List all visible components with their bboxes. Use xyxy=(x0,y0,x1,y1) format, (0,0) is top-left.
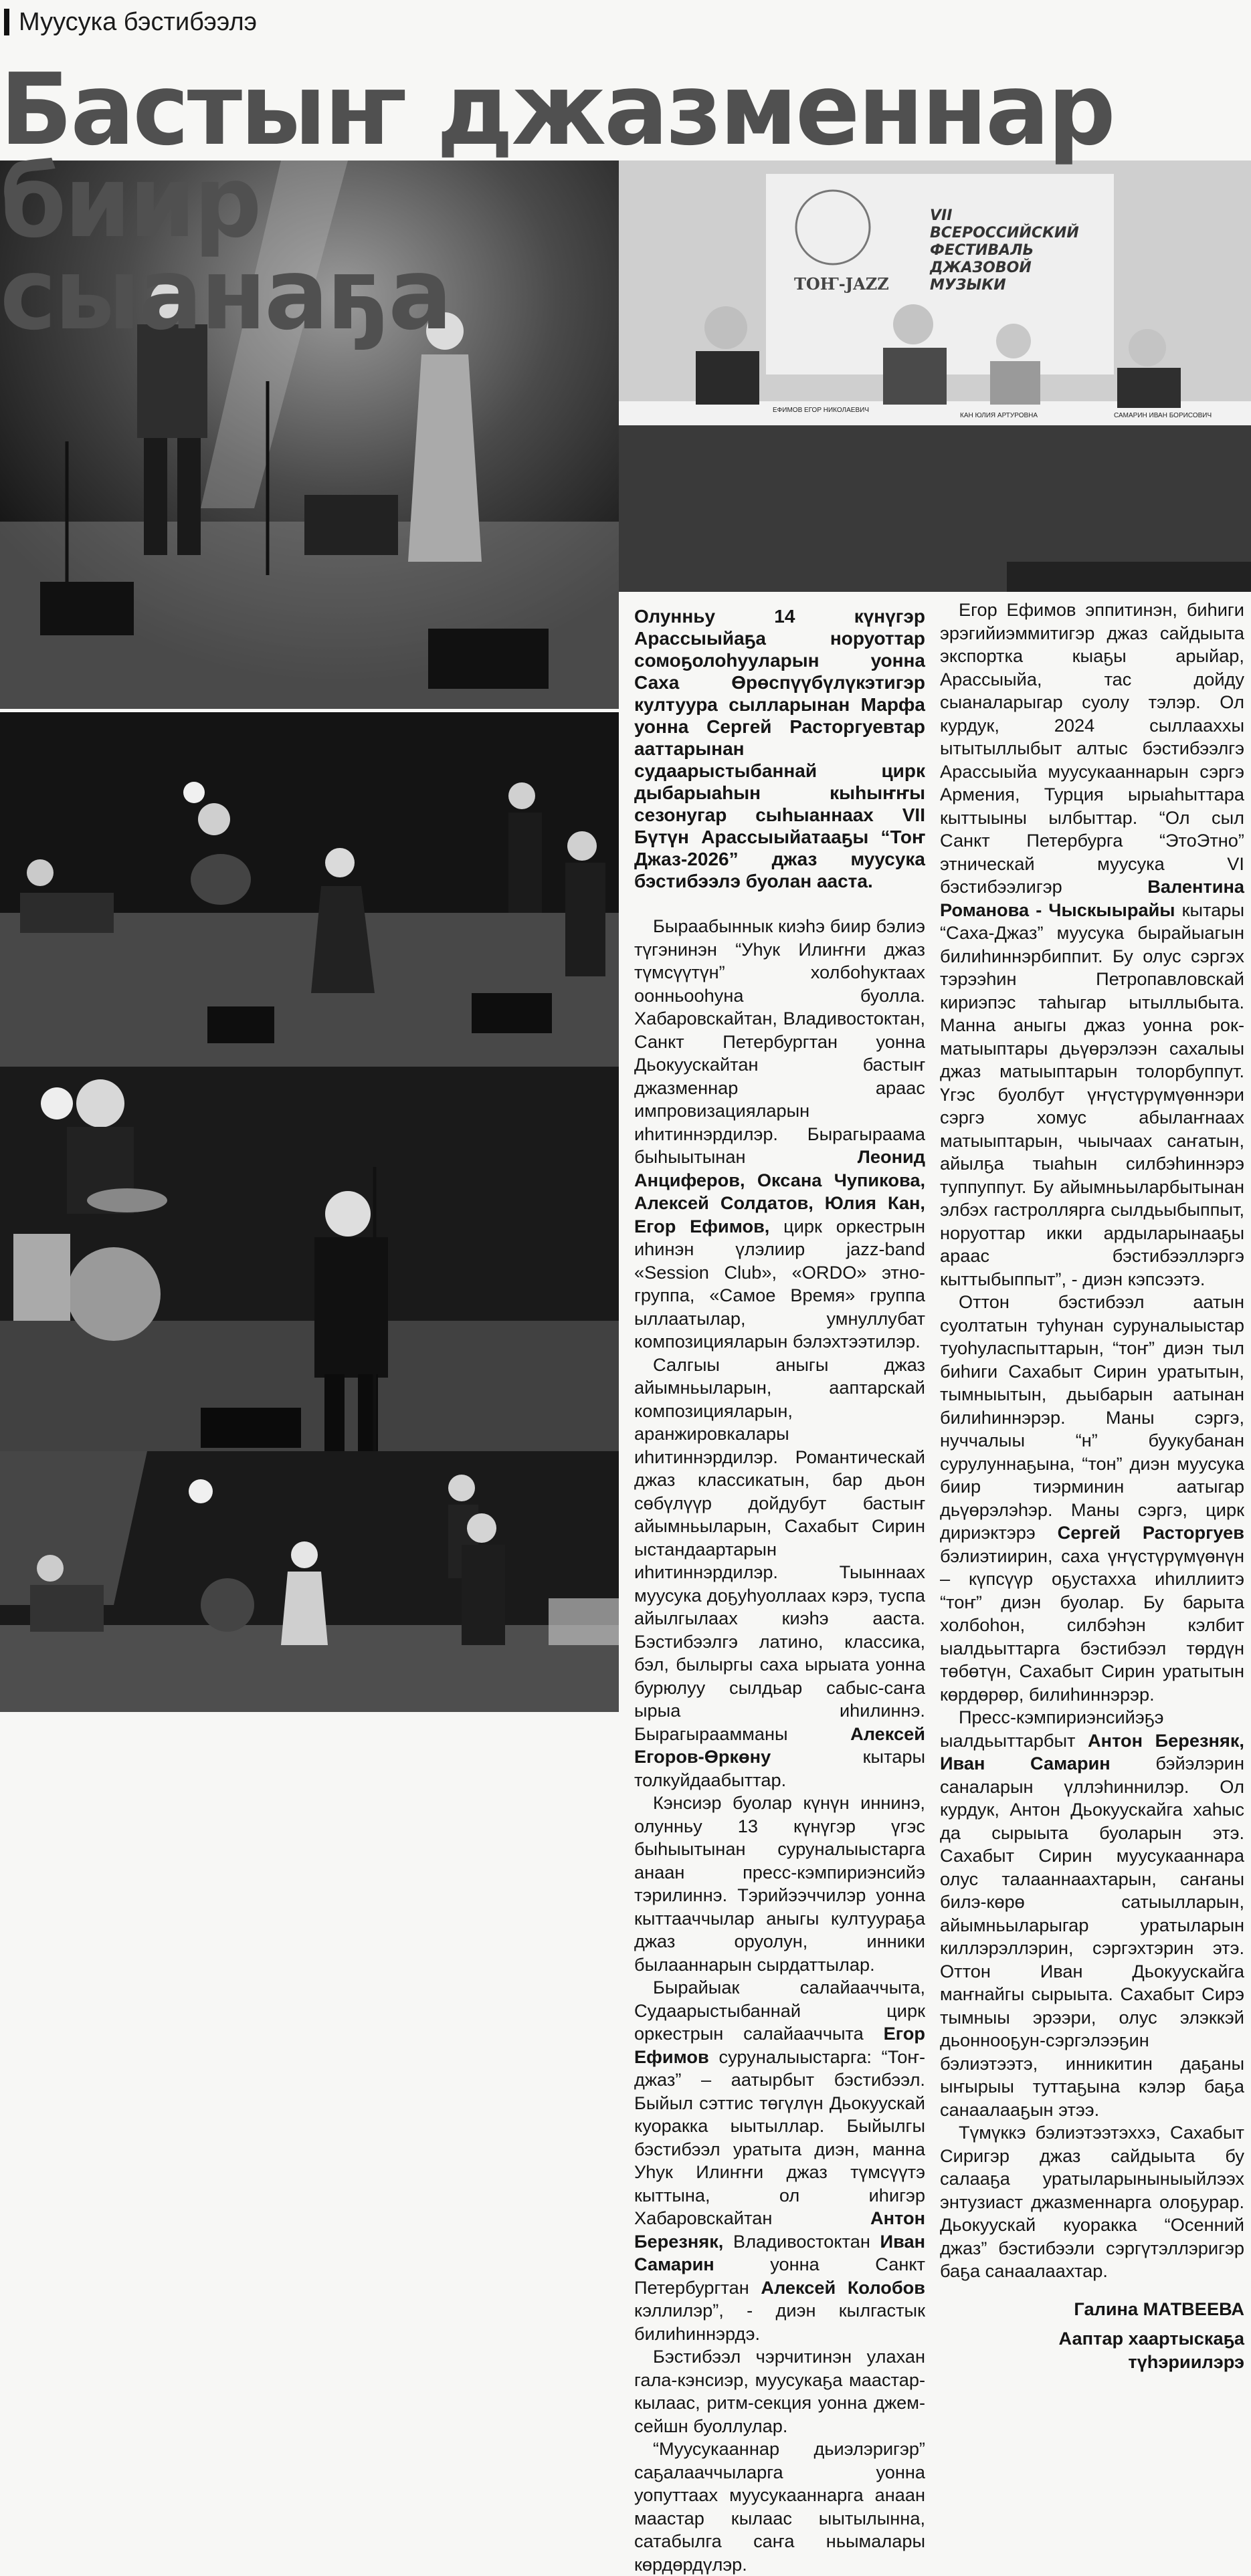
author-signature: Галина МАТВЕЕВА xyxy=(1074,2298,1244,2319)
photo-ensemble xyxy=(0,1451,619,1712)
p7-name: Валентина Романова - Чыскыырайы xyxy=(940,876,1244,920)
p9-text-a: Пресс-кэмпириэнсийэҕэ ыалдьыттарбыт xyxy=(940,1707,1164,1751)
paragraph-5: Бэстибээл чэрчитинэн улахан гала-кэнсиэр, муусукаҕа маастар-кылаас, ритм-секция уонна джем-сейшн буоллулар. xyxy=(634,2346,925,2436)
article-column-1 xyxy=(634,605,925,2576)
section-rubric xyxy=(4,3,257,41)
p4-name-1: Егор Ефимов xyxy=(634,2023,925,2067)
photo-ensemble-image xyxy=(0,1451,619,1712)
p4-text-a: Бырайыак салайааччыта, Судаарыстыбаннай цирк оркестрын салайааччыта xyxy=(634,1977,925,2044)
p2-text-b: кытары толкуйдаабыттар. xyxy=(634,1746,925,1790)
article-column-2 xyxy=(940,599,1244,2373)
p2-name: Алексей Егоров-Өркөну xyxy=(634,1723,925,1767)
headline xyxy=(0,52,1195,352)
p8-text-a: Оттон бэстибээл аатын суолтатын туһунан суруналыыстар туоһуласпыттарын, “тоҥ” диэн тыл биһиги Сахабыт Сирин уратытын, тымныытын, дьыбарын аатынан билиһиннэрэр. Маны сэргэ, нуччалыы “н” буукубанан сурулуннаҕына, “тон” диэн муусука биир тиэрминин аатыгар дьүөрэлэһэр. Маны сэргэ, цирк дириэктэрэ xyxy=(940,1291,1244,1543)
paragraph-3: Кэнсиэр буолар күнүн иннинэ, олунньу 13 күнүгэр үгэс быһыытынан суруналыыстарга анаан пресс-кэмпириэнсийэ тэрилиннэ. Тэрийээччилэр уонна кыттааччылар аныгы култуураҕа джаз оруолун, инники былааннарын сырдаттылар. xyxy=(634,1792,925,1975)
p4-name-2: Антон Березняк, xyxy=(634,2208,925,2252)
nameplate-3: САМАРИН ИВАН БОРИСОВИЧ xyxy=(1114,412,1212,419)
p2-text-a: Салгыы аныгы джаз айымньыларын, ааптарскай композицияларын, аранжировкалары иһитиннэрдилэр. Романтическай джаз классикатын, бар дьон сөбүлүүр дойдубут бастыҥ айымньыларын, Сахабыт Сирин ыстандаартарын иһитиннэрдилэр. Тыыннаах муусука доҕуһуоллаах кэрэ, туспа айылгылаах киэһэ ааста. Бэстибээлгэ латино, классика, бэл, былыргы саха ырыата уонна бурюлуу сылдьар сабыс-саҥа ырыа иһилиннэ. Бырагыраамманы xyxy=(634,1354,925,1744)
p4-text-c: Владивостоктан xyxy=(723,2230,880,2252)
photo-credit: Ааптар хаартыскаҕа түһэриилэрэ xyxy=(1058,2328,1244,2372)
screen-line-3: ФЕСТИВАЛЬ xyxy=(930,242,1034,259)
p4-name-4: Алексей Колобов xyxy=(761,2276,925,2298)
article-lead: Олунньу 14 күнүгэр Арассыыйаҕа норуоттар сомоҕолоһууларын уонна Саха Өрөспүүбүлүкэтигэр култуура сылларынан Марфа уонна Сергей Расторгуевтар ааттарынан судаарыстыбаннай цирк дыбарыаһын кыһыҥҥы сезонугар сыһыаннаах VII Бүтүн Арассыыйатааҕы “Тоҥ Джаз-2026” джаз муусука бэстибээлэ буолан ааста. xyxy=(634,606,925,891)
paragraph-4 xyxy=(634,1976,925,2345)
section-label: Муусука бэстибээлэ xyxy=(19,7,258,36)
paragraph-2 xyxy=(634,1354,925,1792)
paragraph-10: Түмүккэ бэлиэтээтэххэ, Сахабыт Сиригэр джаз сайдыыта бу салааҕа уратыларыныныыйлээх энтузиаст джазменнарга олоҕурар. Дьокуускай куоракка “Осенний джаз” бэстибээли сэргүтэллэригэр баҕа санаалаахтар. xyxy=(940,2122,1244,2281)
p1-text-b: цирк оркестрын иһинэн үлэлиир jazz-band «Session Club», «ORDO» этно-группа, «Самое Время» группа ыллаатылар, умнуллубат композицияларын бэлэхтээтилэр. xyxy=(634,1215,925,1352)
screen-line-5: МУЗЫКИ xyxy=(930,277,1006,294)
p9-names: Антон Березняк, Иван Самарин xyxy=(940,1729,1244,1774)
p4-text-d: уонна Санкт Петербургтан xyxy=(634,2254,925,2298)
rubric-bar xyxy=(4,9,9,35)
paragraph-6: “Муусукааннар дьиэлэригэр” саҕалааччыларга уонна уопуттаах муусукааннарга анаан маастар кылаас ыытылынна, сатабылга саҥа ньымалары көрдөрдүлэр. xyxy=(634,2438,925,2575)
paragraph-7 xyxy=(940,599,1244,1291)
screen-line-4: ДЖАЗОВОЙ xyxy=(930,259,1032,276)
headline-line-2: сыанаҕа xyxy=(0,237,451,352)
paragraph-8 xyxy=(940,1291,1244,1706)
p4-name-3: Иван Самарин xyxy=(634,2230,925,2274)
nameplate-1: ЕФИМОВ ЕГОР НИКОЛАЕВИЧ xyxy=(773,407,869,414)
photo-band-stage xyxy=(0,712,619,1067)
p1-text-a: Быраабыннык киэһэ биир бэлиэ түгэнинэн “Уһук Илиҥҥи джаз түмсүүтүн” холбоһуктаах оонньооһуна буолла. Хабаровскайтан, Владивостоктан, Санкт Петербургтан уонна Дьокуускайтан бастыҥ джазменнар араас импровизацияларын иһитиннэрдилэр. Бырагыраама быһыытынан xyxy=(634,916,925,1167)
p4-text-e: кэллилэр”, - диэн кылгастык билиһиннэрдэ. xyxy=(634,2300,925,2344)
paragraph-9 xyxy=(940,1706,1244,2121)
nameplate-2: КАН ЮЛИЯ АРТУРОВНА xyxy=(960,412,1038,419)
photo-singer-drummer xyxy=(0,1067,619,1451)
p8-name: Сергей Расторгуев xyxy=(1057,1522,1244,1543)
headline-line-1: Бастыҥ джазменнар биир xyxy=(0,52,1114,259)
p9-text-b: бэйэлэрин саналарын үллэһиннилэр. Ол курдук, Антон Дьокуускайга хаһыс да сырыыта буоларын этэ. Сахабыт Сирин муусукааннара олус талааннаахтарын, саҥаны билэ-көрө сатыылларын, айымньыларыгар уратыларын киллэрэллэрин, сэргэхтэрин этэ. Оттон Иван Дьокуускайга маҥнайгы сырыыта. Сахабыт Сирэ тымныы эрээри, олус элэккэй дьоннооҕун-сэргэлээҕин бэлиэтээтэ, инникитин даҕаны ыҥырыы туттаҕына кэлэр баҕа санаалааҕын этээ. xyxy=(940,1753,1244,2120)
p7-text-a: Егор Ефимов эппитинэн, биһиги эрэгийиэммитигэр джаз сайдыыта экспортка кыаҕы арыйар, Арассыыйа, тас дойду сыаналарыгар суолу тэлэр. Ол курдук, 2024 сыллааххы ытытыллыбыт алтыс бэстибээлгэ Арассыыйа муусукааннарын сэргэ Армения, Турция ырыаһыттара кыттыыны ылбыттар. “Ол сыл Санкт Петербурга “ЭтоЭтно” этническай муусука VI бэстибээлигэр xyxy=(940,599,1244,897)
photo-band-stage-image xyxy=(0,712,619,1067)
p4-text-b: суруналыыстарга: “Тоҥ-джаз” – аатырбыт бэстибээл. Быйыл сэттис төгүлүн Дьокуускай куоракка ыытыллар. Быйылгы бэстибээл уратыта диэн, манна Уһук Илиҥҥи джаз түмсүүтэ кыттына, ол иһигэр Хабаровскайтан xyxy=(634,2046,925,2228)
screen-line-1: VII xyxy=(930,207,953,224)
p7-text-b: кытары “Саха-Джаз” муусука бырайыагын билиһиннэрбиппит. Бу олус сэргэх тэрээһин Петропавловскай кириэпэс таһыгар ытыллыбыта. Манна аныгы джаз уонна рок-матыыптары дьүөрэлээн сахалыы джаз матыыптарын толорбуппут. Үгэс буолбут үҥүстүрүмүөннэри сэргэ хомус абылаҥнаах матыыптарын, чыычаах саҥатын, айылҕа тыаһын силбэһиннэрэ туппуппут. Бу айымньыларбытынан элбэх гастроллярга сылдьыбыппыт, норуоттар икки ардыларынааҕы араас бэстибээллэргэ кыттыбыппыт”, - диэн кэпсээтэ. xyxy=(940,899,1244,1289)
screen-line-2: ВСЕРОССИЙСКИЙ xyxy=(930,225,1079,241)
paragraph-1 xyxy=(634,915,925,1354)
photo-singer-drummer-image xyxy=(0,1067,619,1451)
screen-logo: ТОҤ-JAZZ xyxy=(794,274,889,294)
p8-text-b: бэлиэтиирин, саха үҥүстүрүмүөнүн – күпсүүр оҕустахха иһиллиитэ “тоҥ” диэн буолар. Бу барыта холбоһон, силбэһэн кэлбит ыалдьыттарга бэстибээл төрдүн төбөтүн, Сахабыт Сирин уратытын көрдөрөр, билиһиннэрэр. xyxy=(940,1545,1244,1705)
p1-names: Леонид Анциферов, Оксана Чупикова, Алексей Солдатов, Юлия Кан, Егор Ефимов, xyxy=(634,1146,925,1237)
